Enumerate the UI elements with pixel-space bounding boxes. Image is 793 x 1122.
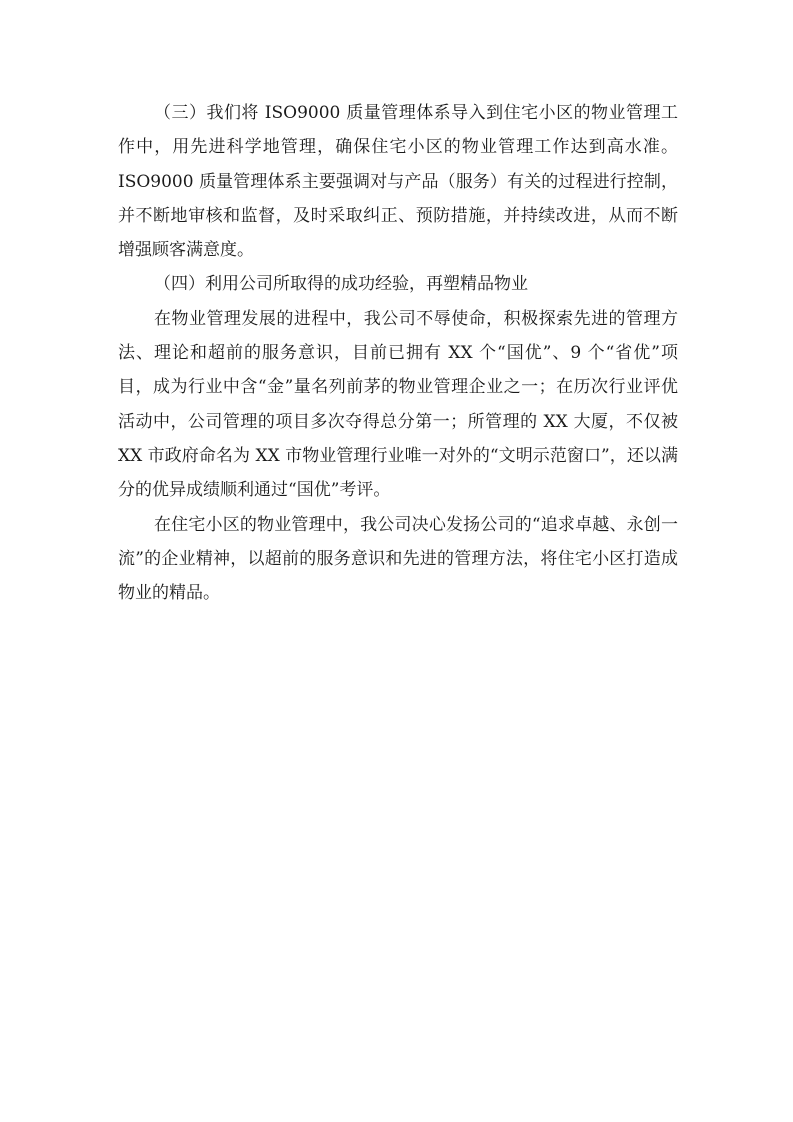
paragraph-enterprise-spirit: 在住宅小区的物业管理中，我公司决心发扬公司的“追求卓越、永创一流”的企业精神，以超前的服务意识和先进的管理方法，将住宅小区打造成物业的精品。 [118, 514, 678, 604]
paragraph-achievements: 在物业管理发展的进程中，我公司不辱使命，积极探索先进的管理方法、理论和超前的服务意识，目前已拥有 XX 个“国优”、9 个“省优”项目，成为行业中含“金”量名列前茅的物业管理企业之一；在历次行业评优活动中，公司管理的项目多次夺得总分第一；所管理的 XX 大厦，不仅被 XX 市政府命名为 XX 市物业管理行业唯一对外的“文明示范窗口”，还以满分的优异成绩顺利通过“国优”考评。 [118, 308, 678, 501]
paragraph-iso9000: （三）我们将 ISO9000 质量管理体系导入到住宅小区的物业管理工作中，用先进科学地管理，确保住宅小区的物业管理工作达到高水准。ISO9000 质量管理体系主要强调对与产品（服务）有关的过程进行控制，并不断地审核和监督，及时采取纠正、预防措施，并持续改进，从而不断增强顾客满意度。 [118, 103, 678, 261]
document-body [118, 96, 678, 610]
paragraph-heading-success-experience: （四）利用公司所取得的成功经验，再塑精品物业 [154, 274, 528, 295]
